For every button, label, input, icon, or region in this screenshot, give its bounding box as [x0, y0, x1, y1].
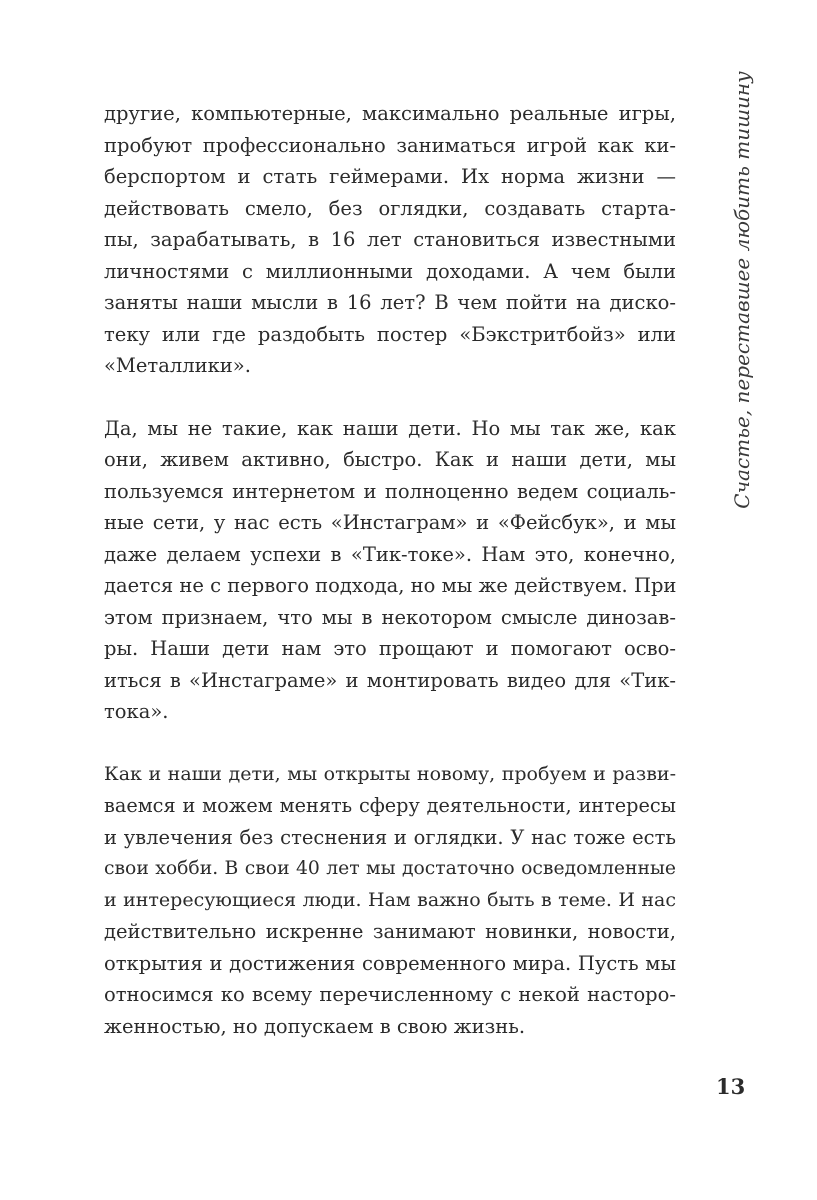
text-line: они, живем активно, быстро. Как и наши дети, мы	[104, 448, 676, 471]
text-line: пы, зарабатывать, в 16 лет становиться известными	[104, 228, 676, 251]
text-line: дается не с первого подхода, но мы же действуем. При	[104, 574, 677, 597]
page-number: 13	[716, 1074, 746, 1099]
paragraph-1	[104, 98, 676, 382]
text-line: женностью, но допускаем в свою жизнь.	[104, 1014, 526, 1038]
paragraph-2	[104, 413, 676, 728]
text-line: тока».	[104, 700, 169, 723]
text-line: заняты наши мысли в 16 лет? В чем пойти на диско-	[104, 291, 676, 314]
text-line: относимся ко всему перечисленному с некой насторо-	[104, 983, 676, 1006]
text-line: Как и наши дети, мы открыты новому, пробуем и разви-	[104, 762, 676, 785]
text-line: Да, мы не такие, как наши дети. Но мы так же, как	[104, 416, 676, 440]
text-line: и интересующиеся люди. Нам важно быть в теме. И нас	[104, 888, 676, 911]
text-line: берспортом и стать геймерами. Их норма жизни —	[104, 165, 676, 188]
paragraph-3	[104, 759, 676, 1043]
text-line: пользуемся интернетом и полноценно ведем социаль-	[104, 479, 676, 503]
text-line: теку или где раздобыть постер «Бэкстритбойз» или	[104, 322, 676, 346]
body-text	[104, 98, 676, 1042]
text-line: ваемся и можем менять сферу деятельности, интересы	[104, 794, 676, 817]
text-line: открытия и достижения современного мира. Пусть мы	[104, 951, 676, 975]
text-line: действовать смело, без оглядки, создавать старта-	[104, 196, 676, 220]
text-line: пробуют профессионально заниматься игрой как ки-	[104, 133, 676, 157]
text-line: ры. Наши дети нам это прощают и помогают осво-	[104, 637, 676, 660]
text-line: личностями с миллионными доходами. А чем были	[104, 259, 676, 283]
text-line: этом признаем, что мы в некотором смысле динозав-	[104, 605, 676, 629]
text-line: свои хобби. В свои 40 лет мы достаточно осведомленные	[104, 858, 676, 879]
running-head-text: Счастье, переставшее любить тишину	[730, 71, 754, 509]
text-line: даже делаем успехи в «Тик-токе». Нам это, конечно,	[104, 542, 676, 566]
text-line: иться в «Инстаграме» и монтировать видео для «Тик-	[104, 668, 676, 692]
text-line: действительно искренне занимают новинки, новости,	[104, 920, 676, 943]
text-line: и увлечения без стеснения и оглядки. У нас тоже есть	[104, 825, 676, 849]
text-line: «Металлики».	[104, 354, 251, 377]
text-line: другие, компьютерные, максимально реальные игры,	[104, 102, 676, 125]
text-line: ные сети, у нас есть «Инстаграм» и «Фейсбук», и мы	[104, 511, 676, 534]
